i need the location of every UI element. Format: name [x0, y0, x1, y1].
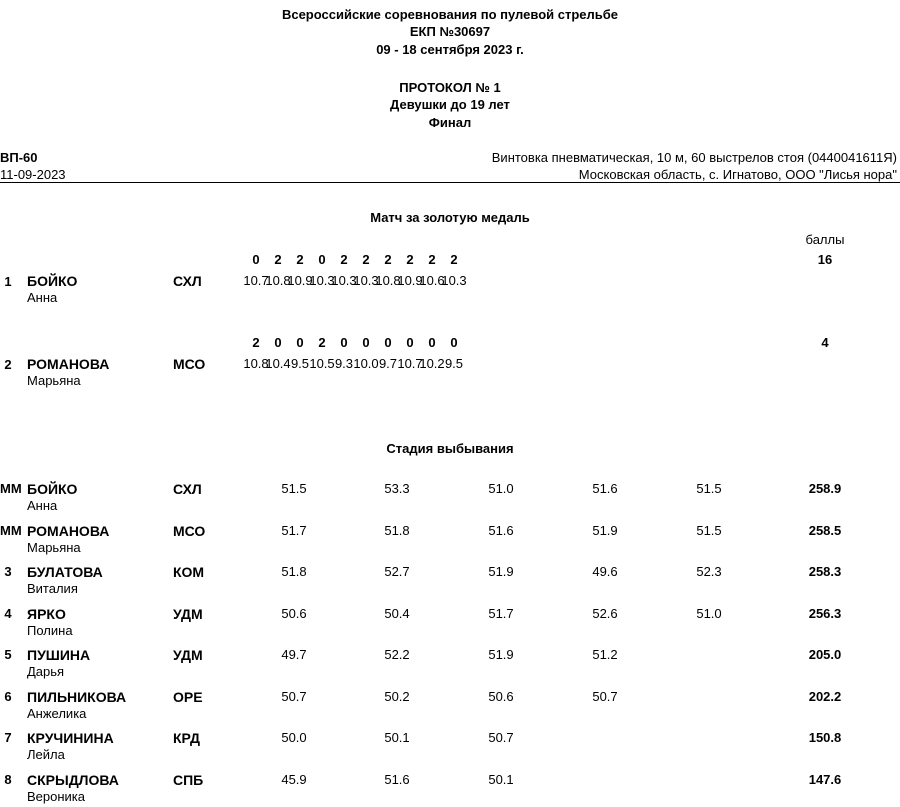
competitor-firstname: Марьяна: [27, 373, 81, 388]
stage-title: Финал: [428, 115, 472, 130]
match-shot-points: 0: [428, 335, 436, 350]
series-score: 51.7: [488, 605, 514, 621]
match-shot-points: 2: [252, 335, 260, 350]
stage-total: 258.5: [808, 522, 842, 538]
match-shot-points: 0: [296, 335, 304, 350]
match-shot-score: 10.2: [419, 356, 445, 371]
series-score: 50.7: [592, 688, 618, 704]
competitor-rank: 7: [4, 730, 12, 745]
match-shot-points: 2: [362, 252, 370, 267]
match-shot-points: 2: [450, 252, 458, 267]
series-score: 51.5: [696, 481, 722, 496]
venue: Московская область, с. Игнатово, ООО "Лисья нора": [578, 167, 897, 182]
category-title: Девушки до 19 лет: [390, 97, 510, 112]
gold-match-title: Матч за золотую медаль: [370, 210, 530, 225]
event-date: 11-09-2023: [0, 167, 66, 182]
competitor-firstname: Вероника: [27, 788, 86, 804]
match-shot-score: 9.7: [378, 356, 398, 371]
competitor-firstname: Виталия: [27, 581, 78, 596]
elimination-title: Стадия выбывания: [386, 441, 514, 456]
competitor-rank: 3: [4, 564, 12, 579]
match-shot-score: 9.3: [334, 356, 354, 371]
match-shot-points: 0: [362, 335, 370, 350]
match-shot-points: 0: [274, 335, 282, 350]
match-shot-score: 10.3: [309, 273, 335, 288]
competitor-surname: ПУШИНА: [27, 647, 91, 663]
series-score: 49.6: [592, 564, 618, 579]
series-score: 50.7: [281, 688, 307, 704]
series-score: 50.0: [281, 730, 307, 745]
competitor-rank: 2: [4, 357, 12, 372]
protocol-title: ПРОТОКОЛ № 1: [399, 80, 501, 95]
stage-total: 258.3: [808, 564, 842, 579]
match-shot-score: 9.5: [290, 356, 310, 371]
competitor-surname: СКРЫДЛОВА: [27, 771, 119, 788]
series-score: 51.5: [281, 481, 307, 496]
match-shot-score: 10.5: [309, 356, 335, 371]
competitor-surname: ПИЛЬНИКОВА: [27, 688, 127, 705]
competitor-rank: 6: [4, 688, 12, 704]
stage-total: 147.6: [808, 771, 842, 787]
competition-title: Всероссийские соревнования по пулевой стрельбе: [281, 7, 619, 22]
match-shot-points: 2: [428, 252, 436, 267]
series-score: 51.0: [696, 605, 722, 621]
competitor-firstname: Анна: [27, 498, 58, 513]
competitor-firstname: Марьяна: [27, 539, 81, 555]
match-shot-points: 2: [318, 335, 326, 350]
series-score: 51.5: [696, 522, 722, 538]
match-shot-score: 10.3: [353, 273, 379, 288]
match-shot-points: 0: [318, 252, 326, 267]
competitor-rank: 8: [4, 771, 12, 787]
competitor-firstname: Дарья: [27, 664, 65, 679]
series-score: 52.2: [384, 647, 410, 662]
competitor-rank: 1: [4, 274, 12, 289]
match-shot-score: 10.8: [375, 273, 401, 288]
series-score: 51.6: [592, 481, 618, 496]
event-code: ВП-60: [0, 150, 38, 165]
series-score: 50.4: [384, 605, 410, 621]
series-score: 50.1: [488, 771, 514, 787]
match-shot-points: 0: [340, 335, 348, 350]
series-score: 52.6: [592, 605, 618, 621]
match-shot-points: 2: [274, 252, 282, 267]
competitor-firstname: Анна: [27, 290, 58, 305]
match-shot-points: 0: [406, 335, 414, 350]
stage-total: 150.8: [808, 730, 842, 745]
competitor-region: СХЛ: [173, 481, 202, 497]
competitor-rank: ММ: [0, 522, 22, 538]
match-shot-points: 2: [406, 252, 414, 267]
competitor-surname: КРУЧИНИНА: [27, 730, 114, 746]
competitor-firstname: Анжелика: [27, 705, 87, 721]
match-shot-score: 10.4: [265, 356, 291, 371]
competitor-surname: БОЙКО: [27, 481, 78, 497]
match-shot-points: 2: [384, 252, 392, 267]
match-shot-score: 9.5: [444, 356, 464, 371]
match-shot-points: 0: [252, 252, 260, 267]
match-shot-score: 10.0: [353, 356, 379, 371]
competitor-firstname: Лейла: [27, 747, 65, 762]
stage-total: 258.9: [808, 481, 842, 496]
match-total-points: 4: [821, 335, 829, 350]
competition-dates: 09 - 18 сентября 2023 г.: [376, 42, 524, 57]
competitor-region: СХЛ: [173, 273, 202, 289]
competitor-region: СПБ: [173, 771, 204, 788]
competitor-region: УДМ: [173, 647, 203, 663]
competitor-surname: БОЙКО: [27, 273, 78, 289]
competitor-rank: ММ: [0, 481, 22, 496]
competitor-surname: РОМАНОВА: [27, 522, 110, 539]
series-score: 51.6: [488, 522, 514, 538]
match-shot-score: 10.8: [243, 356, 269, 371]
competitor-region: УДМ: [173, 605, 203, 622]
stage-total: 202.2: [808, 688, 842, 704]
competitor-region: КОМ: [173, 564, 205, 580]
competitor-surname: БУЛАТОВА: [27, 564, 103, 580]
match-shot-score: 10.7: [243, 273, 269, 288]
event-name: Винтовка пневматическая, 10 м, 60 выстрелов стоя (0440041611Я): [491, 150, 897, 165]
series-score: 50.2: [384, 688, 410, 704]
header-divider: [0, 182, 900, 183]
stage-total: 205.0: [808, 647, 842, 662]
series-score: 50.1: [384, 730, 410, 745]
series-score: 50.6: [488, 688, 514, 704]
ekp-number: ЕКП №30697: [409, 24, 491, 39]
series-score: 51.2: [592, 647, 618, 662]
competitor-region: МСО: [173, 356, 206, 372]
competitor-rank: 4: [4, 605, 12, 621]
match-shot-score: 10.6: [419, 273, 445, 288]
match-shot-points: 0: [384, 335, 392, 350]
series-score: 51.8: [281, 564, 307, 579]
match-total-points: 16: [817, 252, 833, 267]
competitor-region: ОРЕ: [173, 688, 203, 705]
series-score: 50.7: [488, 730, 514, 745]
series-score: 51.9: [488, 564, 514, 579]
series-score: 51.6: [384, 771, 410, 787]
competitor-region: МСО: [173, 522, 206, 539]
competitor-surname: ЯРКО: [27, 605, 66, 622]
series-score: 50.6: [281, 605, 307, 621]
series-score: 45.9: [281, 771, 307, 787]
competitor-firstname: Полина: [27, 622, 73, 638]
match-shot-score: 10.8: [265, 273, 291, 288]
series-score: 52.7: [384, 564, 410, 579]
series-score: 51.8: [384, 522, 410, 538]
match-shot-score: 10.3: [331, 273, 357, 288]
match-shot-score: 10.9: [397, 273, 423, 288]
match-shot-points: 2: [296, 252, 304, 267]
series-score: 53.3: [384, 481, 410, 496]
series-score: 51.9: [488, 647, 514, 662]
match-shot-points: 0: [450, 335, 458, 350]
match-shot-score: 10.7: [397, 356, 423, 371]
stage-total: 256.3: [808, 605, 842, 621]
series-score: 49.7: [281, 647, 307, 662]
competitor-region: КРД: [173, 730, 200, 746]
competitor-surname: РОМАНОВА: [27, 356, 110, 372]
series-score: 51.0: [488, 481, 514, 496]
competitor-rank: 5: [4, 647, 12, 662]
series-score: 52.3: [696, 564, 722, 579]
series-score: 51.9: [592, 522, 618, 538]
points-label: баллы: [805, 232, 845, 247]
match-shot-points: 2: [340, 252, 348, 267]
series-score: 51.7: [281, 522, 307, 538]
match-shot-score: 10.9: [287, 273, 313, 288]
match-shot-score: 10.3: [441, 273, 467, 288]
